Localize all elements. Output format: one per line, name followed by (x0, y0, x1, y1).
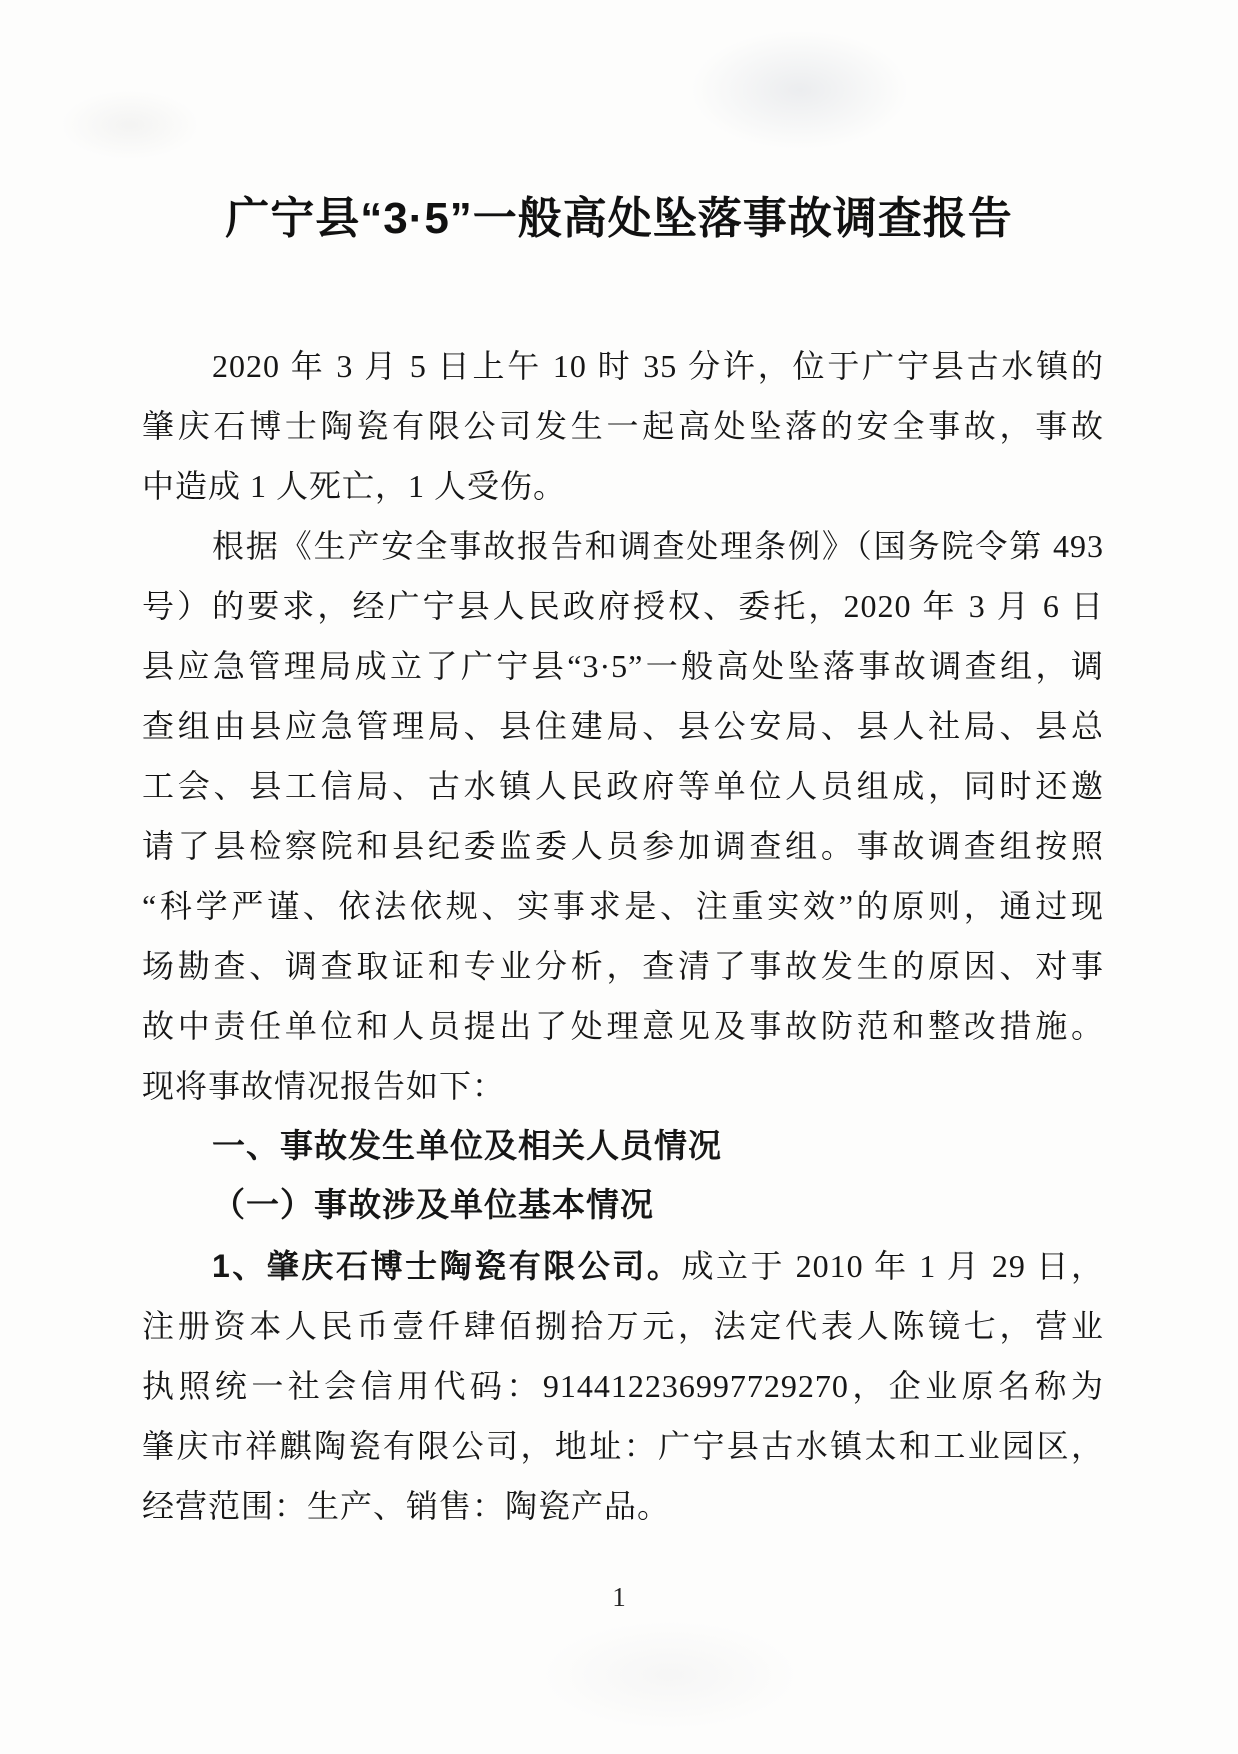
body-line (142, 1236, 1104, 1296)
body-line: 工会、县工信局、古水镇人民政府等单位人员组成，同时还邀 (142, 768, 1104, 804)
body-line: 号）的要求，经广宁县人民政府授权、委托，2020 年 3 月 6 日 (142, 588, 1104, 624)
body-line: 县应急管理局成立了广宁县“3·5”一般高处坠落事故调查组，调 (142, 648, 1104, 684)
body-line: 请了县检察院和县纪委监委人员参加调查组。事故调查组按照 (142, 828, 1104, 864)
scan-artifact (540, 1620, 800, 1730)
body-line: 注册资本人民币壹仟肆佰捌拾万元，法定代表人陈镜七，营业 (142, 1308, 1104, 1344)
page-number: 1 (612, 1582, 626, 1612)
body-line: 场勘查、调查取证和专业分析，查清了事故发生的原因、对事 (142, 948, 1104, 984)
body-line: “科学严谨、依法依规、实事求是、注重实效”的原则，通过现 (142, 888, 1104, 924)
report-body (142, 336, 1104, 1536)
body-line: 肇庆石博士陶瓷有限公司发生一起高处坠落的安全事故，事故 (142, 408, 1104, 444)
scan-artifact (60, 90, 200, 160)
body-line: 根据《生产安全事故报告和调查处理条例》（国务院令第 493 (212, 528, 1104, 564)
body-line: 2020 年 3 月 5 日上午 10 时 35 分许，位于广宁县古水镇的 (212, 348, 1104, 384)
body-line-text: 成立于 2010 年 1 月 29 日， (681, 1248, 1104, 1284)
scan-artifact (690, 30, 910, 150)
body-line: 故中责任单位和人员提出了处理意见及事故防范和整改措施。 (142, 1008, 1104, 1044)
body-line: 现将事故情况报告如下： (142, 1068, 506, 1104)
body-line: 查组由县应急管理局、县住建局、县公安局、县人社局、县总 (142, 708, 1104, 744)
body-line: 中造成 1 人死亡，1 人受伤。 (142, 468, 567, 504)
section-heading: 一、事故发生单位及相关人员情况 (212, 1127, 722, 1164)
report-title: 广宁县“3·5”一般高处坠落事故调查报告 (225, 194, 1013, 243)
subsection-heading: （一）事故涉及单位基本情况 (212, 1188, 654, 1224)
body-line: 肇庆市祥麒陶瓷有限公司，地址：广宁县古水镇太和工业园区， (142, 1428, 1104, 1464)
company-name-bold: 1、肇庆石博士陶瓷有限公司。 (212, 1248, 682, 1284)
body-line: 经营范围：生产、销售：陶瓷产品。 (142, 1488, 671, 1524)
body-line: 执照统一社会信用代码：914412236997729270，企业原名称为 (142, 1368, 1104, 1404)
